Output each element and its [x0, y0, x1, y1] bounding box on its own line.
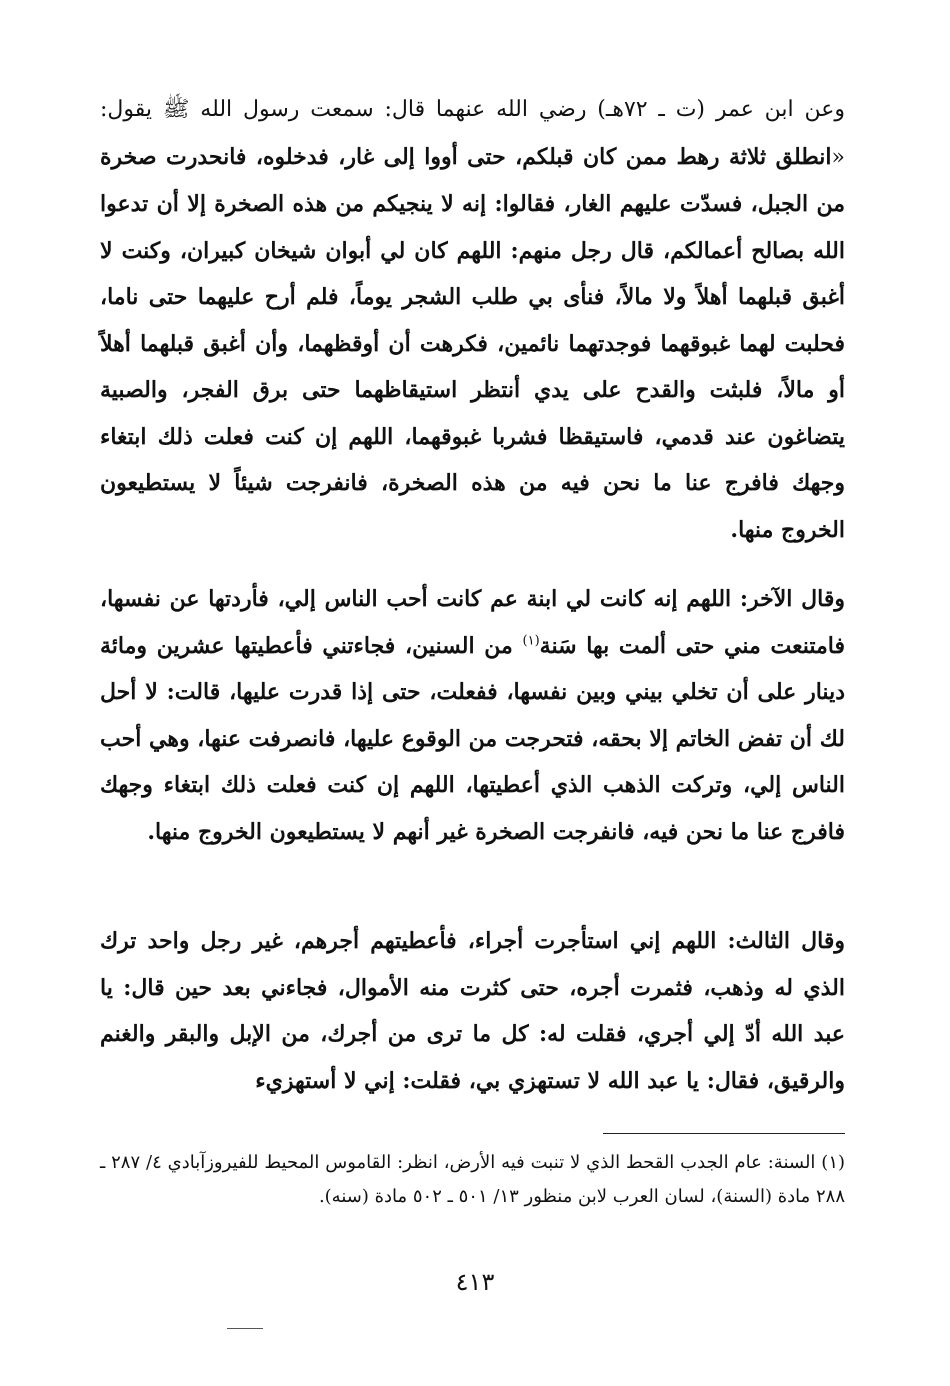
bottom-rule: [227, 1328, 263, 1329]
page-number: ٤١٣: [455, 1268, 495, 1296]
paragraph-first-man: [100, 86, 845, 553]
hadith-first-man-text: انطلق ثلاثة رهط ممن كان قبلكم، حتى أووا إلى غار، فدخلوه، فانحدرت صخرة من الجبل، فسدّت عليهم الغار، فقالوا: إنه لا ينجيكم من هذه الصخرة إلا أن تدعوا الله بصالح أعمالكم، قال رجل منهم: اللهم كان لي أبوان شيخان كبيران، وكنت لا أغبق قبلهما أهلاً ولا مالاً، فنأى بي طلب الشجر يوماً، فلم أرح عليهما حتى ناما، فحلبت لهما غبوقهما فوجدتهما نائمين، فكرهت أن أوقظهما، وأن أغبق قبلهما أهلاً أو مالاً، فلبثت والقدح على يدي أنتظر استيقاظهما حتى برق الفجر، والصبية يتضاغون عند قدمي، فاستيقظا فشربا غبوقهما، اللهم إن كنت فعلت ذلك ابتغاء وجهك فافرج عنا ما نحن فيه من هذه الصخرة، فانفرجت شيئاً لا يستطيعون الخروج منها.: [100, 143, 845, 543]
paragraph-second-man: [100, 576, 845, 855]
paragraph-third-man: [100, 918, 845, 1104]
third-man-text: وقال الثالث: اللهم إني استأجرت أجراء، فأعطيتهم أجرهم، غير رجل واحد ترك الذي له وذهب، فثمرت أجره، حتى كثرت منه الأموال، فجاءني بعد حين قال: يا عبد الله أدّ إلي أجري، فقلت له: كل ما ترى من أجرك، من الإبل والبقر والغنم والرقيق، فقال: يا عبد الله لا تستهزي بي، فقلت: إني لا أستهزيء: [100, 928, 846, 1094]
footnote-reference: (١): [522, 633, 540, 649]
hadith-introduction: وعن ابن عمر (ت ـ ٧٢هـ) رضي الله عنهما قال: سمعت رسول الله ﷺ يقول: «: [100, 97, 846, 170]
second-man-text-end: من السنين، فجاءتني فأعطيتها عشرين ومائة دينار على أن تخلي بيني وبين نفسها، ففعلت، حتى إذا قدرت عليها، قالت: لا أحل لك أن تفض الخاتم إلا بحقه، فتحرجت من الوقوع عليها، فانصرفت عنها، وهي أحب الناس إلي، وتركت الذهب الذي أعطيتها، اللهم إن كنت فعلت ذلك ابتغاء وجهك فافرج عنا ما نحن فيه، فانفرجت الصخرة غير أنهم لا يستطيعون الخروج منها.: [100, 632, 845, 845]
footnote-text: (١) السنة: عام الجدب القحط الذي لا تنبت فيه الأرض، انظر: القاموس المحيط للفيروزآبادي ٤/ ٢٨٧ ـ ٢٨٨ مادة (السنة)، لسان العرب لابن منظور ١٣/ ٥٠١ ـ ٥٠٢ مادة (سنه).: [100, 1152, 846, 1207]
footnote: [100, 1146, 845, 1214]
footnote-separator: [603, 1133, 845, 1134]
second-man-text-start: وقال الآخر: اللهم إنه كانت لي ابنة عم كانت أحب الناس إلي، فأردتها عن نفسها، فامتنعت مني حتى ألمت بها سَنة: [100, 586, 845, 659]
